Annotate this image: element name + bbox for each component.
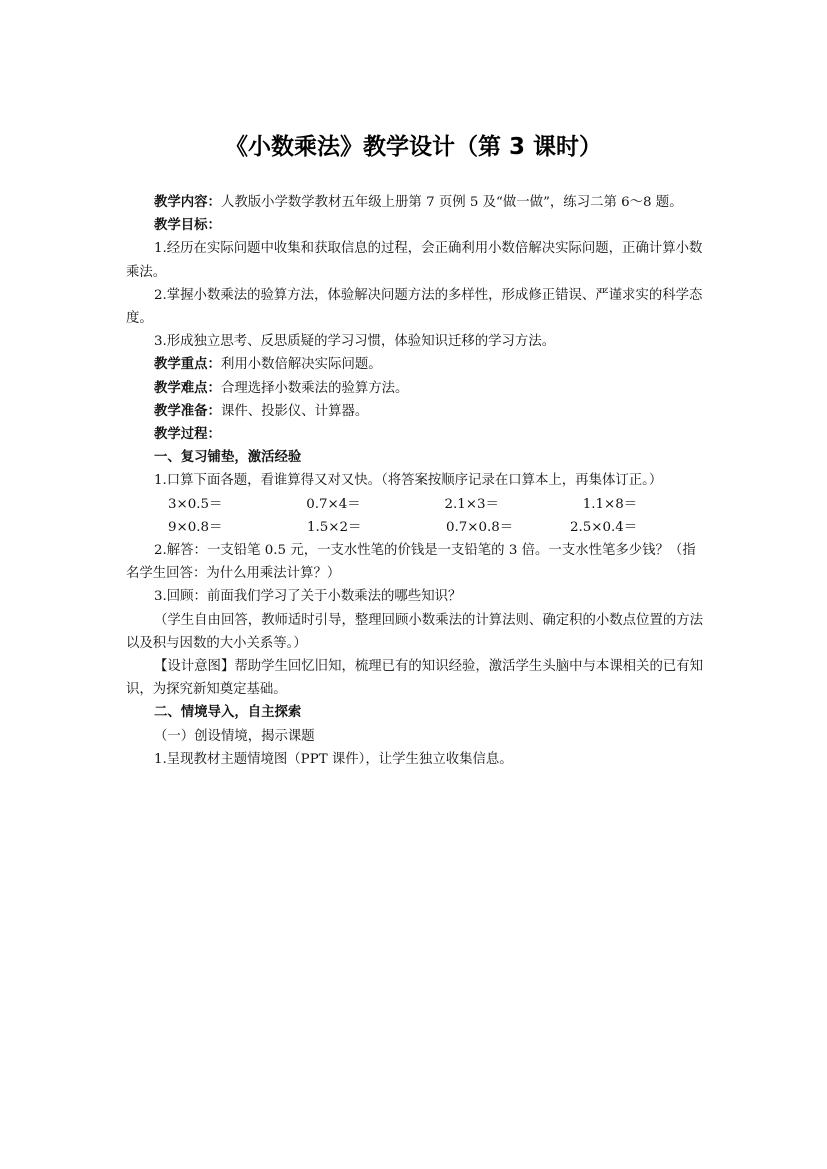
document-title: 《小数乘法》教学设计（第 3 课时） (224, 134, 603, 160)
section2-sub1: （一）创设情境，揭示课题 (154, 728, 315, 744)
preparation-text: 课件、投影仪、计算器。 (220, 403, 369, 419)
calc-item: 9×0.8＝ (168, 519, 223, 535)
calc-row-2 (126, 516, 706, 539)
goal-item-2: 2.掌握小数乘法的验算方法，体验解决问题方法的多样性，形成修正错误、严谨求实的科学态度。 (126, 287, 703, 327)
teaching-content-label: 教学内容： (154, 194, 221, 210)
section1-item3: 3.回顾：前面我们学习了关于小数乘法的哪些知识？ (154, 589, 462, 605)
calc-item: 0.7×0.8＝ (446, 519, 514, 535)
calc-item: 2.1×3＝ (444, 496, 499, 512)
preparation-label: 教学准备： (154, 402, 221, 419)
section1-heading: 一、复习铺垫，激活经验 (154, 449, 302, 466)
calc-item: 2.5×0.4＝ (570, 519, 638, 535)
teaching-content (126, 191, 706, 214)
section2-heading: 二、情境导入，自主探索 (154, 704, 302, 721)
section1-item1: 1.口算下面各题，看谁算得又对又快。（将答案按顺序记录在口算本上，再集体订正。） (154, 473, 663, 489)
process-label: 教学过程： (154, 426, 221, 443)
preparation (126, 400, 706, 423)
design-intent: 【设计意图】帮助学生回忆旧知，梳理已有的知识经验，激活学生头脑中与本课相关的已有知识，为探究新知奠定基础。 (126, 659, 704, 698)
goal-item-1: 1.经历在实际问题中收集和获取信息的过程，会正确利用小数倍解决实际问题，正确计算小数乘法。 (126, 241, 703, 280)
calc-item: 0.7×4＝ (306, 496, 361, 512)
difficulty-text: 合理选择小数乘法的验算方法。 (220, 380, 409, 396)
calc-row-1 (126, 493, 706, 516)
calc-item: 1.5×2＝ (307, 519, 362, 535)
teaching-content-text: 人教版小学数学教材五年级上册第 7 页例 5 及“做一做”，练习二第 6～8 题。 (220, 195, 683, 210)
calc-item: 3×0.5＝ (168, 496, 223, 512)
section1-item3-note: （学生自由回答，教师适时引导，整理回顾小数乘法的计算法则、确定积的小数点位置的方法以及积与因数的大小关系等。） (126, 612, 704, 651)
difficulty (126, 377, 706, 400)
difficulty-label: 教学难点： (154, 379, 221, 396)
section2-item1: 1.呈现教材主题情境图（PPT 课件），让学生独立收集信息。 (154, 751, 513, 767)
key-point-text: 利用小数倍解决实际问题。 (220, 357, 382, 373)
goal-item-3: 3.形成独立思考、反思质疑的学习习惯，体验知识迁移的学习方法。 (154, 334, 556, 350)
key-point (126, 353, 706, 376)
section1-item2: 2.解答：一支铅笔 0.5 元，一支水性笔的价钱是一支铅笔的 3 倍。一支水性笔多少钱？（指名学生回答：为什么用乘法计算？） (126, 543, 696, 582)
calc-item: 1.1×8＝ (582, 496, 638, 512)
teaching-goals-label: 教学目标： (154, 217, 221, 234)
document-body (126, 191, 706, 771)
key-point-label: 教学重点： (154, 356, 221, 373)
